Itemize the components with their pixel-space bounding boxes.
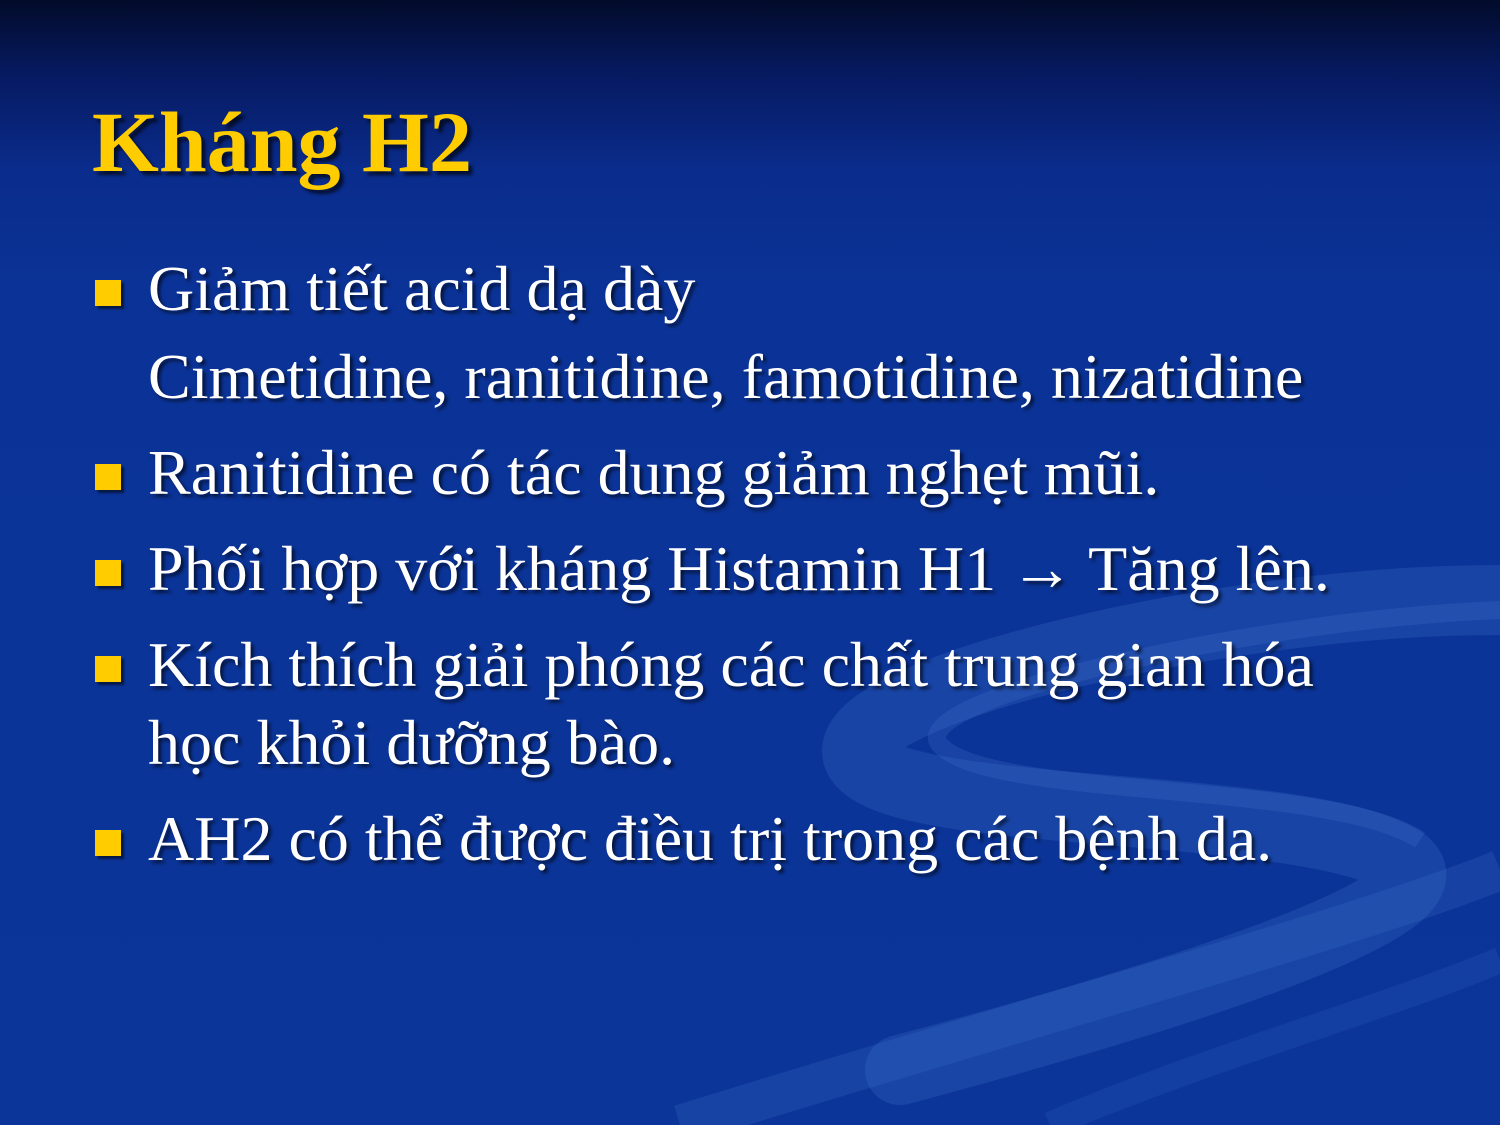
bullet-item [92, 250, 1442, 328]
square-bullet-icon [95, 560, 121, 586]
right-arrow-icon: → [1010, 533, 1075, 604]
bullet-item [92, 530, 1442, 608]
square-bullet-icon [95, 830, 121, 856]
bullet-text: Cimetidine, ranitidine, famotidine, nizatidine [148, 341, 1304, 412]
square-bullet-icon [95, 656, 121, 682]
bullet-text: Ranitidine có tác dung giảm nghẹt mũi. [148, 437, 1160, 508]
bullet-text-line-1: Kích thích giải phóng các chất trung gian hóa [148, 629, 1314, 700]
bullet-item [92, 626, 1442, 782]
bullet-text-before-arrow: Phối hợp với kháng Histamin H1 [148, 533, 997, 604]
bullet-text-with-arrow [148, 530, 1442, 608]
slide-title: Kháng H2 [92, 94, 472, 190]
bullet-continuation [92, 338, 1442, 416]
bullet-text: AH2 có thể được điều trị trong các bệnh da. [148, 803, 1273, 874]
square-bullet-icon [95, 464, 121, 490]
bullet-list [92, 250, 1442, 896]
bullet-item [92, 434, 1442, 512]
bullet-item [92, 800, 1442, 878]
square-bullet-icon [95, 280, 121, 306]
bullet-text-line-2: học khỏi dưỡng bào. [148, 707, 676, 778]
bullet-text: Giảm tiết acid dạ dày [148, 253, 696, 324]
bullet-text-after-arrow: Tăng lên. [1088, 533, 1330, 604]
